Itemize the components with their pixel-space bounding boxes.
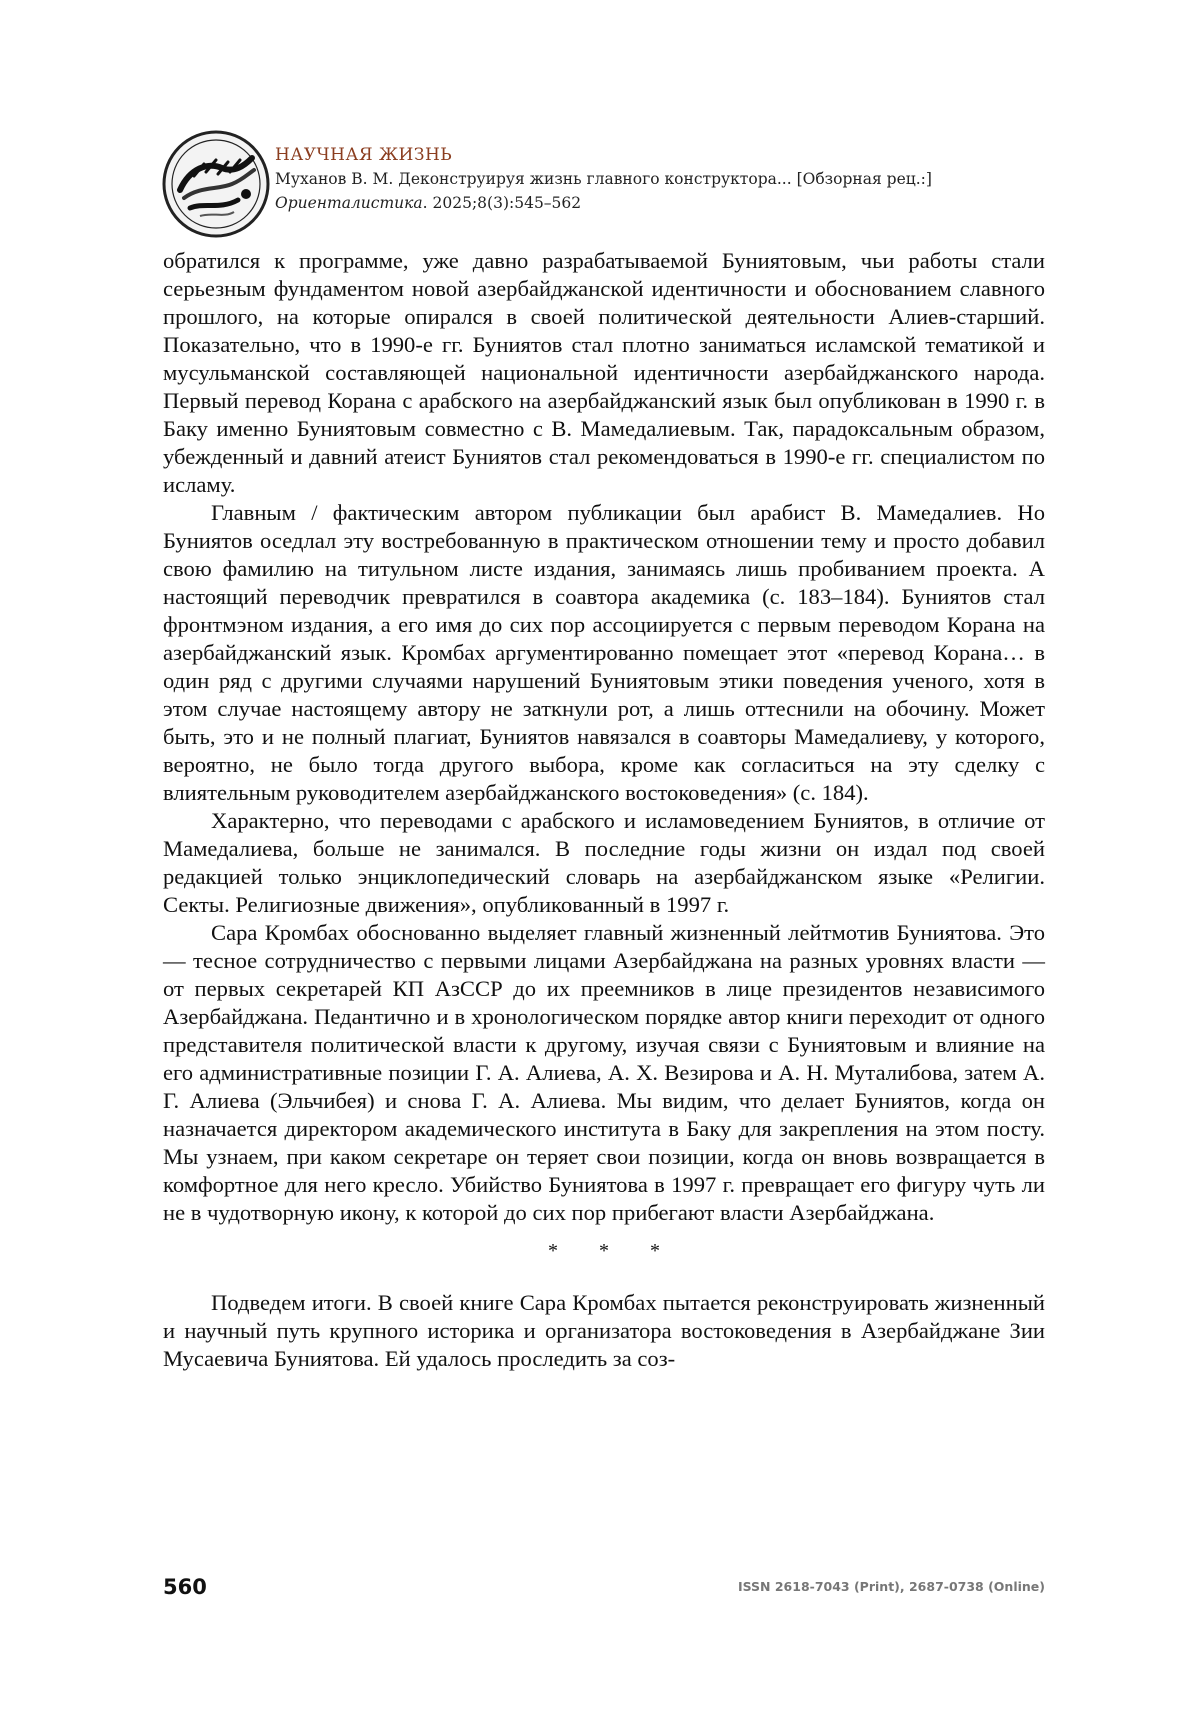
paragraph: Подведем итоги. В своей книге Сара Кромбах пытается реконструировать жизненный и научный путь крупного историка и организатора востоковедения в Азербайджане Зии Мусаевича Буниятова. Ей удалось проследить за соз- [163, 1290, 1045, 1371]
paragraph: Характерно, что переводами с арабского и исламоведением Буниятов, в отличие от Мамедалиева, больше не занимался. В последние годы жизни он издал под своей редакцией только энциклопедический словарь на азербайджанском языке «Религии. Секты. Религиозные движения», опубликованный в 1997 г. [163, 808, 1045, 917]
journal-issue: . 2025;8(3):545–562 [422, 194, 582, 212]
section-title: НАУЧНАЯ ЖИЗНЬ [275, 145, 453, 165]
article-citation: Муханов В. М. Деконструируя жизнь главного конструктора... [Обзорная рец.:] [275, 170, 932, 188]
journal-reference [275, 191, 1065, 215]
paragraph: обратился к программе, уже давно разрабатываемой Буниятовым, чьи работы стали серьезным фундаментом новой азербайджанской идентичности и обоснованием славного прошлого, на которые опирался в своей политической деятельности Алиев-старший. Показательно, что в 1990-е гг. Буниятов стал плотно заниматься исламской тематикой и мусульманской составляющей национальной идентичности азербайджанского народа. Первый перевод Корана с арабского на азербайджанский язык был опубликован в 1990 г. в Баку именно Буниятовым совместно с В. Мамедалиевым. Так, парадоксальным образом, убежденный и давний атеист Буниятов стал рекомендоваться в 1990-е гг. специалистом по исламу. [163, 248, 1045, 497]
running-header [275, 143, 1065, 215]
page-number: 560 [163, 1575, 207, 1599]
paragraph: Сара Кромбах обоснованно выделяет главный жизненный лейтмотив Буниятова. Это — тесное сотрудничество с первыми лицами Азербайджана на разных уровнях власти — от первых секретарей КП АзССР до их преемников в лице президентов независимого Азербайджана. Педантично и в хронологическом порядке автор книги переходит от одного представителя политической власти к другому, изучая связи с Буниятовым и влияние на его административные позиции Г. А. Алиева, А. Х. Везирова и А. Н. Муталибова, затем А. Г. Алиева (Эльчибея) и снова Г. А. Алиева. Мы видим, что делает Буниятов, когда он назначается директором академического института в Баку для закрепления на этом посту. Мы узнаем, при каком секретаре он теряет свои позиции, когда он вновь возвращается в комфортное для него кресло. Убийство Буниятова в 1997 г. превращает его фигуру чуть ли не в чудотворную икону, к которой до сих пор прибегают власти Азербайджана. [163, 920, 1045, 1225]
journal-name: Ориенталистика [275, 194, 423, 212]
issn-footer: ISSN 2618-7043 (Print), 2687-0738 (Online) [737, 1579, 1045, 1594]
section-separator: * * * [548, 1240, 678, 1262]
article-body [163, 247, 1045, 1373]
journal-logo-icon [160, 128, 272, 240]
paragraph: Главным / фактическим автором публикации был арабист В. Мамедалиев. Но Буниятов оседлал эту востребованную в практическом отношении тему и просто добавил свою фамилию на титульном листе издания, занимаясь лишь пробиванием проекта. А настоящий переводчик превратился в соавтора академика (с. 183–184). Буниятов стал фронтмэном издания, а его имя до сих пор ассоциируется с первым переводом Корана на азербайджанский язык. Кромбах аргументированно помещает этот «перевод Корана… в один ряд с другими случаями нарушений Буниятовым этики поведения ученого, хотя в этом случае настоящему автору не заткнули рот, а лишь оттеснили на обочину. Может быть, это и не полный плагиат, Буниятов навязался в соавторы Мамедалиеву, у которого, вероятно, не было тогда другого выбора, кроме как согласиться на эту сделку с влиятельным руководителем азербайджанского востоковедения» (с. 184). [163, 500, 1045, 805]
